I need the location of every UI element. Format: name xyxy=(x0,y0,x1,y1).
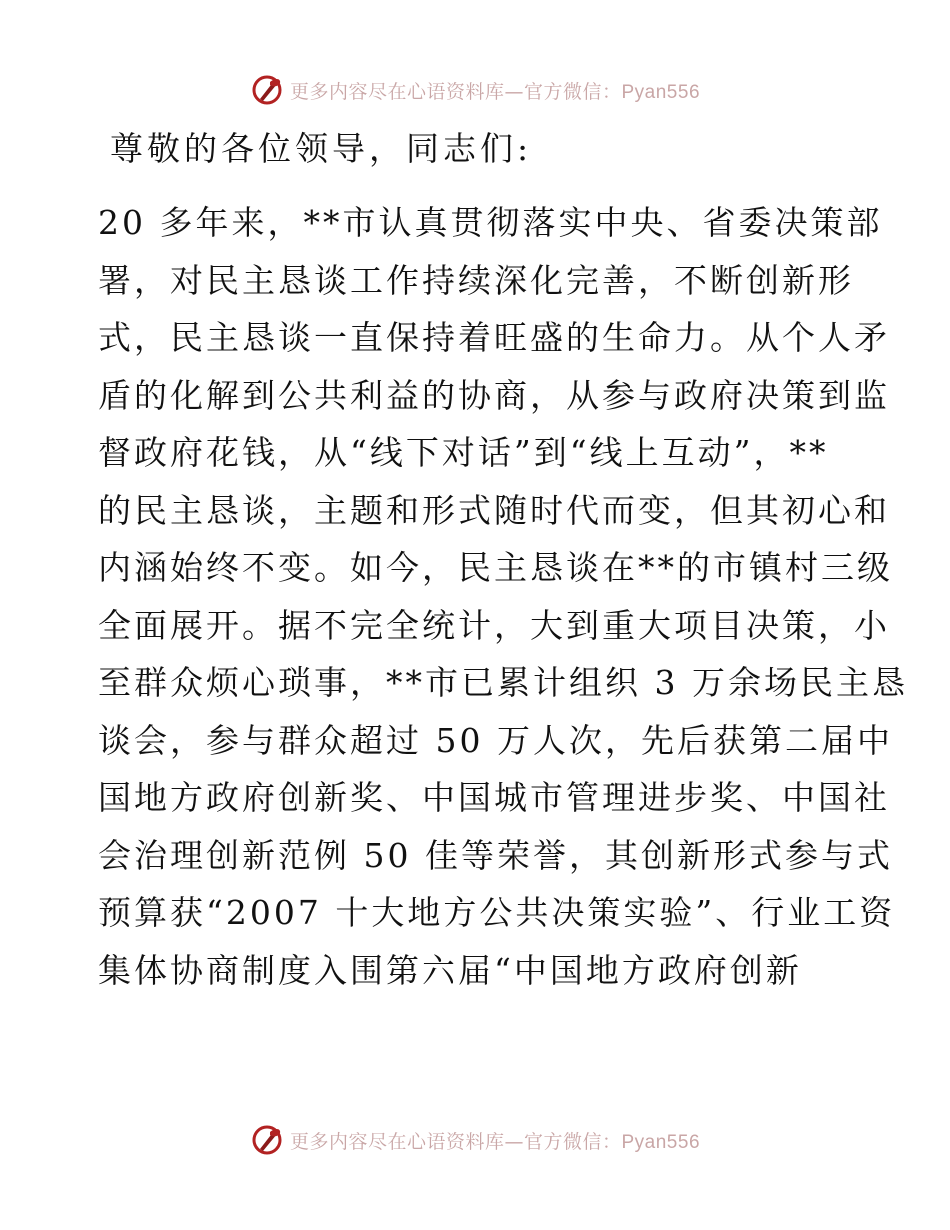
feather-pen-logo-icon xyxy=(250,73,284,107)
body-line: 内涵始终不变。如今，民主恳谈在**的市镇村三级 xyxy=(98,548,893,587)
watermark-text: 更多内容尽在心语资料库—官方微信：Pyan556 xyxy=(289,80,701,103)
body-line: 会治理创新范例 50 佳等荣誉，其创新形式参与式 xyxy=(98,835,893,875)
watermark-wechat-id: Pyan556 xyxy=(621,81,701,103)
feather-pen-logo-icon xyxy=(250,1123,284,1157)
body-line: 的民主恳谈，主题和形式随时代而变，但其初心和 xyxy=(98,490,890,530)
speech-body xyxy=(98,194,908,999)
body-line: 督政府花钱，从“线下对话”到“线上互动”，** xyxy=(98,433,829,472)
salutation: 尊敬的各位领导，同志们: xyxy=(110,129,533,168)
watermark-wechat-id: Pyan556 xyxy=(621,1131,701,1153)
body-line: 集体协商制度入围第六届“中国地方政府创新 xyxy=(98,950,802,990)
body-line: 国地方政府创新奖、中国城市管理进步奖、中国社 xyxy=(98,778,890,817)
body-line: 全面展开。据不完全统计，大到重大项目决策，小 xyxy=(98,605,890,645)
body-line: 20 多年来，**市认真贯彻落实中央、省委决策部 xyxy=(98,203,883,242)
body-line: 至群众烦心琐事，**市已累计组织 3 万余场民主恳 xyxy=(98,663,908,702)
body-line: 谈会，参与群众超过 50 万人次，先后获第二届中 xyxy=(98,720,893,760)
footer-watermark xyxy=(0,1120,950,1160)
body-line: 署，对民主恳谈工作持续深化完善，不断创新形 xyxy=(98,260,854,300)
body-line: 盾的化解到公共利益的协商，从参与政府决策到监 xyxy=(98,375,890,415)
header-watermark xyxy=(0,70,950,110)
watermark-text: 更多内容尽在心语资料库—官方微信：Pyan556 xyxy=(289,1130,701,1153)
body-line: 式，民主恳谈一直保持着旺盛的生命力。从个人矛 xyxy=(98,318,890,357)
body-line: 预算获“2007 十大地方公共决策实验”、行业工资 xyxy=(98,893,896,932)
